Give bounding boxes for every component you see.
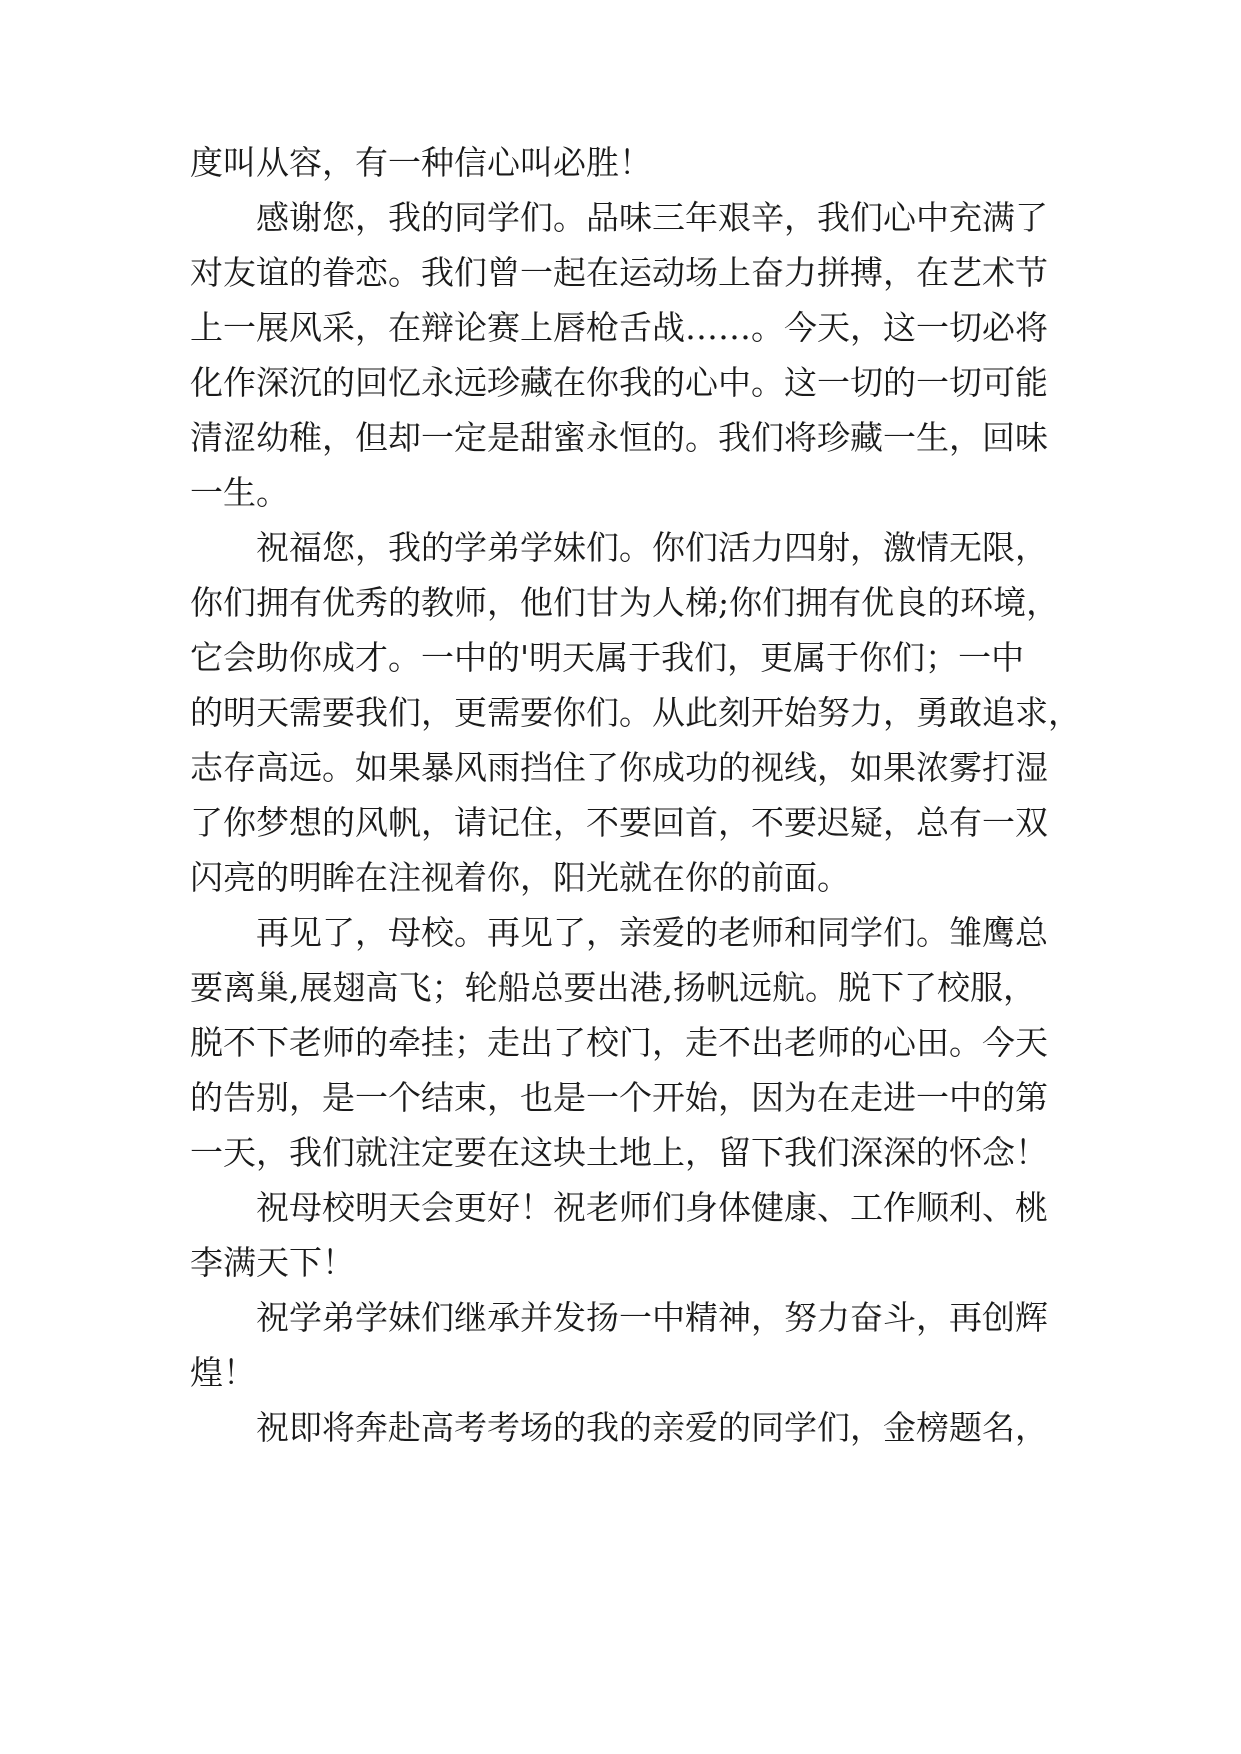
- text-line: 李满天下！: [190, 1243, 355, 1282]
- text-line: 煌！: [190, 1353, 256, 1392]
- text-line: 脱不下老师的牵挂；走出了校门，走不出老师的心田。今天: [190, 1023, 1048, 1062]
- text-line: 上一展风采，在辩论赛上唇枪舌战……。今天，这一切必将: [190, 308, 1048, 347]
- text-line: 度叫从容，有一种信心叫必胜！: [190, 143, 652, 182]
- text-line: 祝母校明天会更好！祝老师们身体健康、工作顺利、桃: [256, 1188, 1048, 1227]
- text-line: 的明天需要我们，更需要你们。从此刻开始努力，勇敢追求，: [190, 693, 1081, 732]
- text-line: 一生。: [190, 473, 289, 512]
- text-line: 它会助你成才。一中的'明天属于我们，更属于你们；一中: [190, 638, 1025, 677]
- text-line: 一天，我们就注定要在这块土地上，留下我们深深的怀念！: [190, 1133, 1048, 1172]
- text-line: 志存高远。如果暴风雨挡住了你成功的视线，如果浓雾打湿: [190, 748, 1048, 787]
- text-line: 感谢您，我的同学们。品味三年艰辛，我们心中充满了: [256, 198, 1048, 237]
- text-line: 祝学弟学妹们继承并发扬一中精神，努力奋斗，再创辉: [256, 1298, 1048, 1337]
- text-line: 祝即将奔赴高考考场的我的亲爱的同学们，金榜题名，: [256, 1408, 1048, 1447]
- text-line: 祝福您，我的学弟学妹们。你们活力四射，激情无限，: [256, 528, 1048, 567]
- text-line: 了你梦想的风帆，请记住，不要回首，不要迟疑，总有一双: [190, 803, 1048, 842]
- text-line: 你们拥有优秀的教师，他们甘为人梯;你们拥有优良的环境，: [190, 583, 1060, 622]
- text-line: 再见了，母校。再见了，亲爱的老师和同学们。雏鹰总: [256, 913, 1048, 952]
- text-line: 化作深沉的回忆永远珍藏在你我的心中。这一切的一切可能: [190, 363, 1048, 402]
- text-line: 对友谊的眷恋。我们曾一起在运动场上奋力拼搏，在艺术节: [190, 253, 1048, 292]
- text-line: 清涩幼稚，但却一定是甜蜜永恒的。我们将珍藏一生，回味: [190, 418, 1048, 457]
- text-line: 要离巢,展翅高飞；轮船总要出港,扬帆远航。脱下了校服，: [190, 968, 1036, 1007]
- text-line: 闪亮的明眸在注视着你，阳光就在你的前面。: [190, 858, 850, 897]
- text-line: 的告别，是一个结束，也是一个开始，因为在走进一中的第: [190, 1078, 1048, 1117]
